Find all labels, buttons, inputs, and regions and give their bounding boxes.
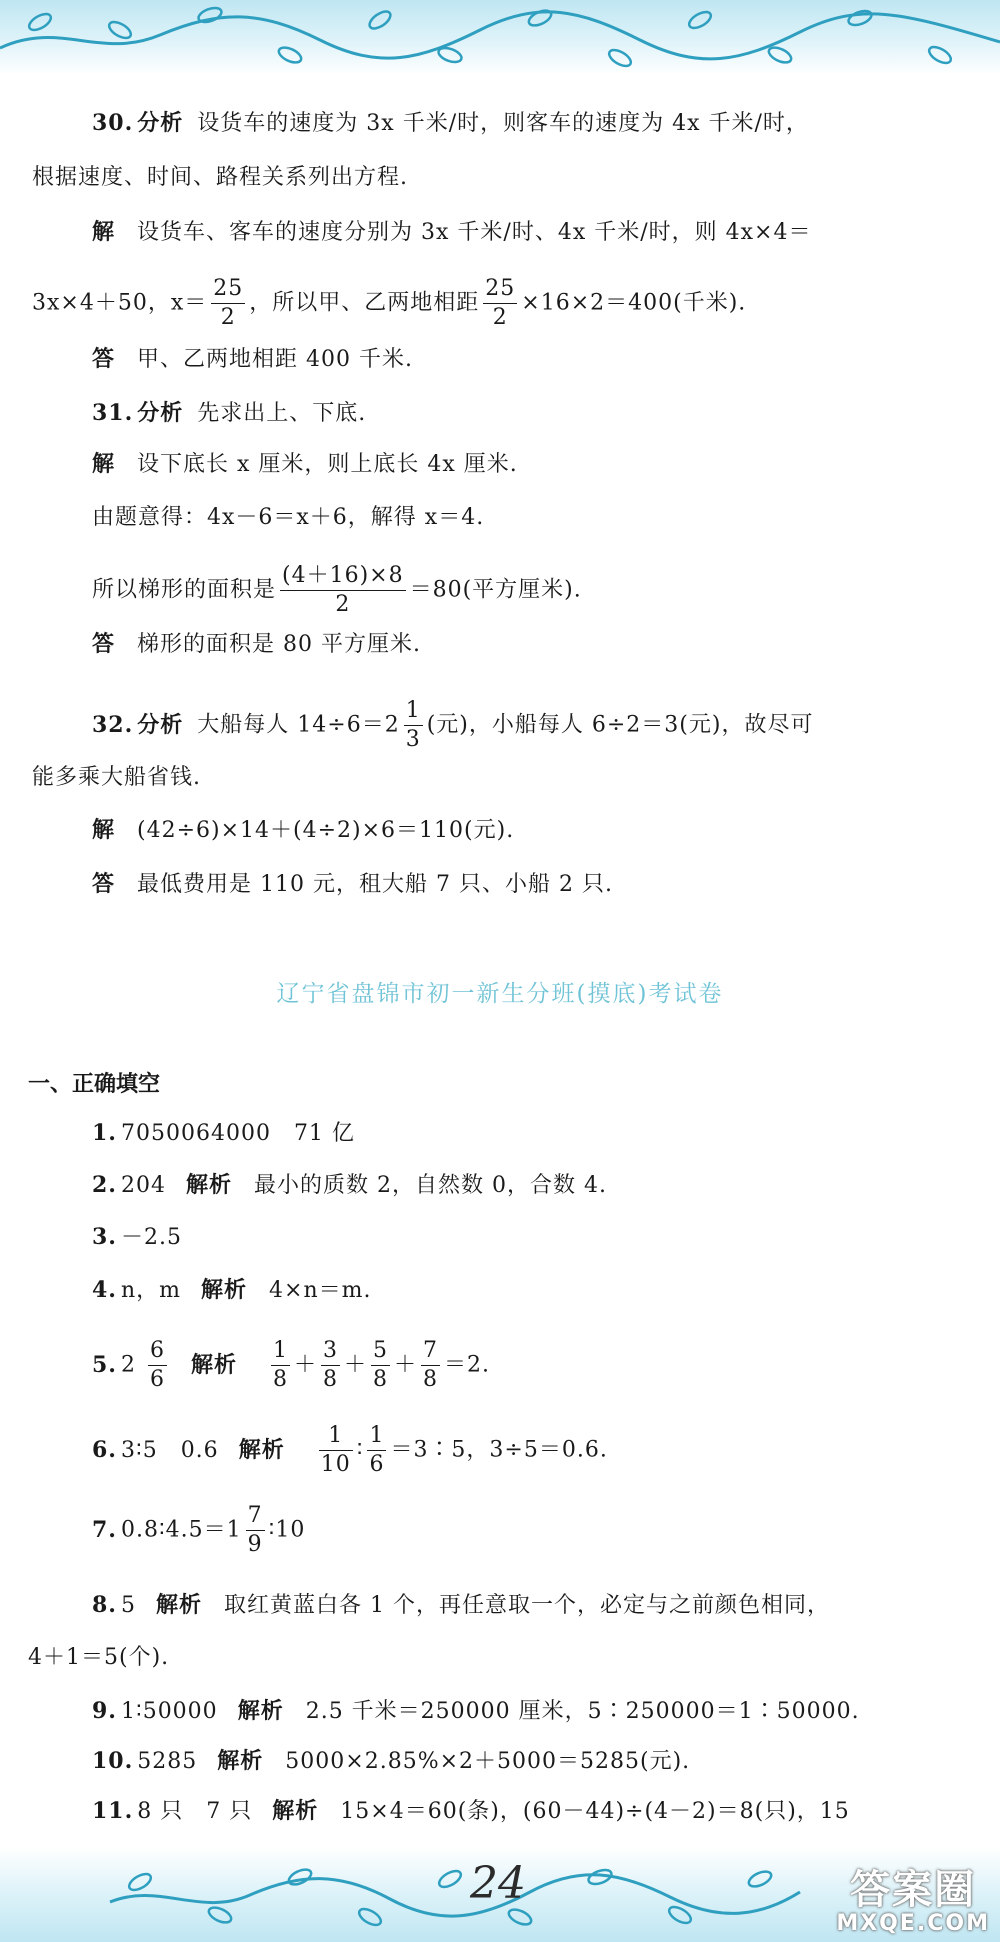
exam-section-title: 辽宁省盘锦市初一新生分班(摸底)考试卷 [276, 981, 724, 1007]
fraction: $\frac{3}{8}$ [323, 1338, 338, 1392]
problem-32-analysis-cont: 能多乘大船省钱. [32, 765, 201, 790]
fraction: $\frac{1}{3}$ [405, 698, 421, 752]
item-9: 9. 1∶50000 解析 2.5 千米＝250000 厘米，5∶250000＝1∶50000. [92, 1698, 860, 1724]
problem-31-analysis: 31. 分析 先求出上、下底. [92, 400, 367, 426]
watermark-logo: 答案圈 MXQE.COM [836, 1867, 990, 1936]
problem-32-answer: 答 最低费用是 110 元，租大船 7 只、小船 2 只. [92, 872, 613, 897]
problem-30-answer: 答 甲、乙两地相距 400 千米. [92, 347, 413, 372]
problem-31-equation: 由题意得：4x－6＝x＋6，解得 x＝4. [92, 505, 485, 530]
part-heading: 一、正确填空 [28, 1072, 161, 1097]
item-3: 3. －2.5 [92, 1224, 182, 1250]
problem-31-area: 所以梯形的面积是 $\frac{(4+16)\times 8}{2}$ ＝80(平方厘米). [92, 563, 582, 617]
problem-31-solution: 解 设下底长 x 厘米，则上底长 4x 厘米. [92, 452, 518, 477]
item-4: 4. n，m 解析 4×n＝m. [92, 1277, 372, 1303]
item-11: 11. 8 只 7 只 解析 15×4＝60(条)，(60－44)÷(4－2)＝8(只)，15 [92, 1798, 850, 1824]
item-10: 10. 5285 解析 5000×2.85%×2＋5000＝5285(元). [92, 1748, 691, 1774]
item-5: 5. 2 $\frac{6}{6}$ 解析 $\frac{1}{8}$ ＋ $\frac{3}{8}$ ＋ $\frac{5}{8}$ ＋ $\frac{7}{8}$ ＝2. [92, 1338, 491, 1392]
item-8: 8. 5 解析 取红黄蓝白各 1 个，再任意取一个，必定与之前颜色相同， [92, 1592, 830, 1618]
fraction: $\frac{(4+16)\times 8}{2}$ [282, 563, 404, 617]
problem-32-solution: 解 (42÷6)×14＋(4÷2)×6＝110(元). [92, 818, 515, 843]
item-7: 7. 0.8∶4.5＝1 $\frac{7}{9}$ ∶10 [92, 1503, 306, 1557]
item-6: 6. 3∶5 0.6 解析 $\frac{1}{10}$ ∶ $\frac{1}{6}$ ＝3∶5，3÷5＝0.6. [92, 1423, 608, 1477]
fraction: $\frac{7}{9}$ [247, 1503, 263, 1557]
fraction: $\frac{5}{8}$ [373, 1338, 389, 1392]
item-8-cont: 4＋1＝5(个). [28, 1645, 170, 1670]
fraction: $\frac{6}{6}$ [149, 1338, 165, 1392]
top-vine-banner [0, 0, 1000, 75]
problem-31-answer: 答 梯形的面积是 80 平方厘米. [92, 632, 421, 657]
fraction: $\frac{1}{10}$ [320, 1423, 351, 1477]
fraction: $\frac{25}{2}$ [485, 276, 516, 330]
item-2: 2. 204 解析 最小的质数 2，自然数 0，合数 4. [92, 1172, 607, 1198]
fraction: $\frac{25}{2}$ [213, 276, 244, 330]
problem-30-solution: 解 设货车、客车的速度分别为 3x 千米/时、4x 千米/时，则 4x×4＝ [92, 220, 812, 245]
fraction: $\frac{7}{8}$ [423, 1338, 439, 1392]
vine-decoration-icon [0, 0, 1000, 75]
problem-30-solution-cont: 3x×4＋50，x＝ $\frac{25}{2}$ ，所以甲、乙两地相距 $\frac{25}{2}$ ×16×2＝400(千米). [32, 276, 747, 330]
fraction: $\frac{1}{6}$ [369, 1423, 385, 1477]
fraction: $\frac{1}{8}$ [272, 1338, 288, 1392]
problem-32-analysis: 32. 分析 大船每人 14÷6＝2 $\frac{1}{3}$ (元)，小船每人 6÷2＝3(元)，故尽可 [92, 698, 814, 752]
problem-30-analysis: 30. 分析 设货车的速度为 3x 千米/时，则客车的速度为 4x 千米/时， [92, 110, 809, 136]
item-1: 1. 7050064000 71 亿 [92, 1120, 355, 1146]
page-number: 24 [470, 1858, 526, 1909]
problem-30-analysis-cont: 根据速度、时间、路程关系列出方程. [32, 165, 408, 190]
